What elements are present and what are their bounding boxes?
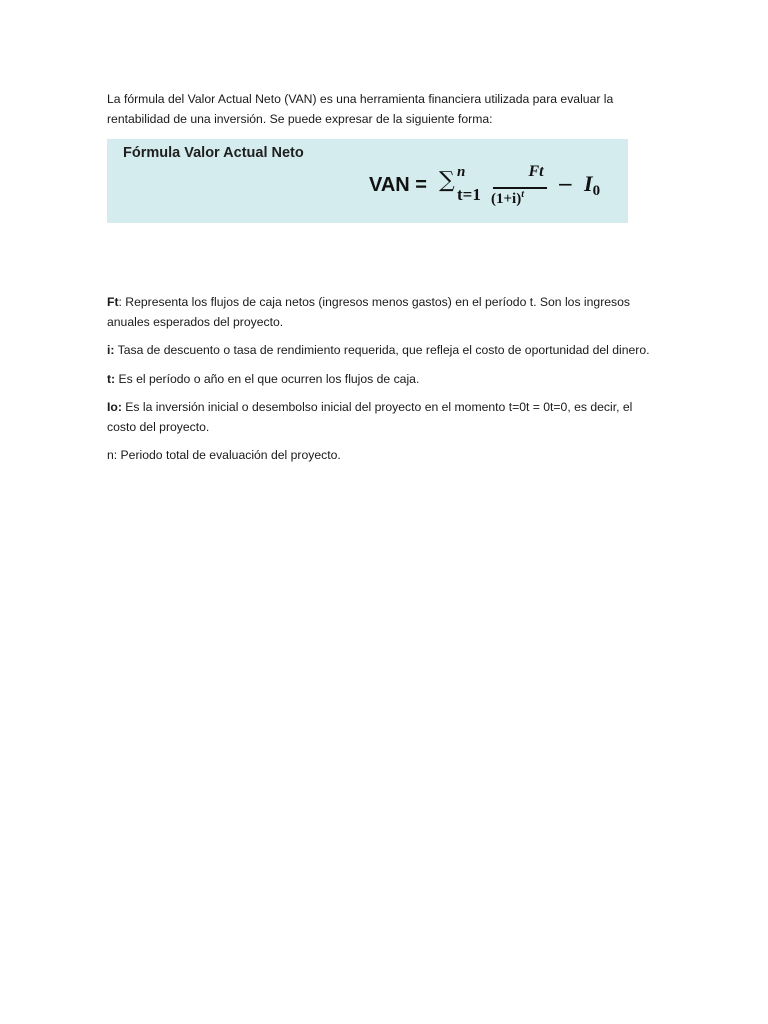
definition-i [107, 341, 657, 361]
document-page [107, 90, 657, 475]
minus-sign: − [557, 172, 574, 196]
formula-title: Fórmula Valor Actual Neto [123, 145, 304, 161]
definition-t [107, 370, 657, 390]
formula-lhs: VAN = [369, 174, 427, 196]
definition-text: Es el período o año en el que ocurren los flujos de caja. [115, 371, 420, 386]
definition-io [107, 398, 657, 437]
definition-text: Es la inversión inicial o desembolso inicial del proyecto en el momento t=0t = 0t=0, es decir, el costo del proyecto. [107, 400, 633, 434]
definition-text: Tasa de descuento o tasa de rendimiento requerida, que refleja el costo de oportunidad del dinero. [114, 343, 650, 357]
definition-text: n: Periodo total de evaluación del proyecto. [107, 448, 341, 462]
definition-text: : Representa los flujos de caja netos (ingresos menos gastos) en el período t. Son los ingresos anuales esperados del proyecto. [107, 295, 630, 329]
sum-lower-limit: t=1 [457, 185, 481, 204]
van-formula [369, 163, 619, 219]
definitions-list [107, 293, 657, 466]
definition-term: Io: [107, 400, 122, 414]
sum-upper-limit: n [457, 164, 466, 180]
formula-box [107, 139, 628, 223]
initial-investment [584, 171, 600, 200]
definition-term: i: [107, 343, 115, 357]
definition-term: Ft [107, 295, 119, 309]
investment-symbol: I [584, 171, 593, 196]
fraction-denominator [491, 189, 524, 208]
denominator-base: (1+i) [491, 191, 522, 207]
sigma-symbol: ∑ [439, 168, 455, 193]
fraction-numerator: Ft [528, 163, 544, 180]
denominator-exponent: t [521, 189, 524, 200]
definition-ft [107, 293, 657, 332]
investment-subscript: 0 [592, 183, 601, 199]
definition-n [107, 446, 657, 466]
definition-term: t: [107, 371, 116, 386]
intro-paragraph: La fórmula del Valor Actual Neto (VAN) es una herramienta financiera utilizada para evaluar la rentabilidad de una inversión. Se puede expresar de la siguiente forma: [107, 92, 614, 126]
